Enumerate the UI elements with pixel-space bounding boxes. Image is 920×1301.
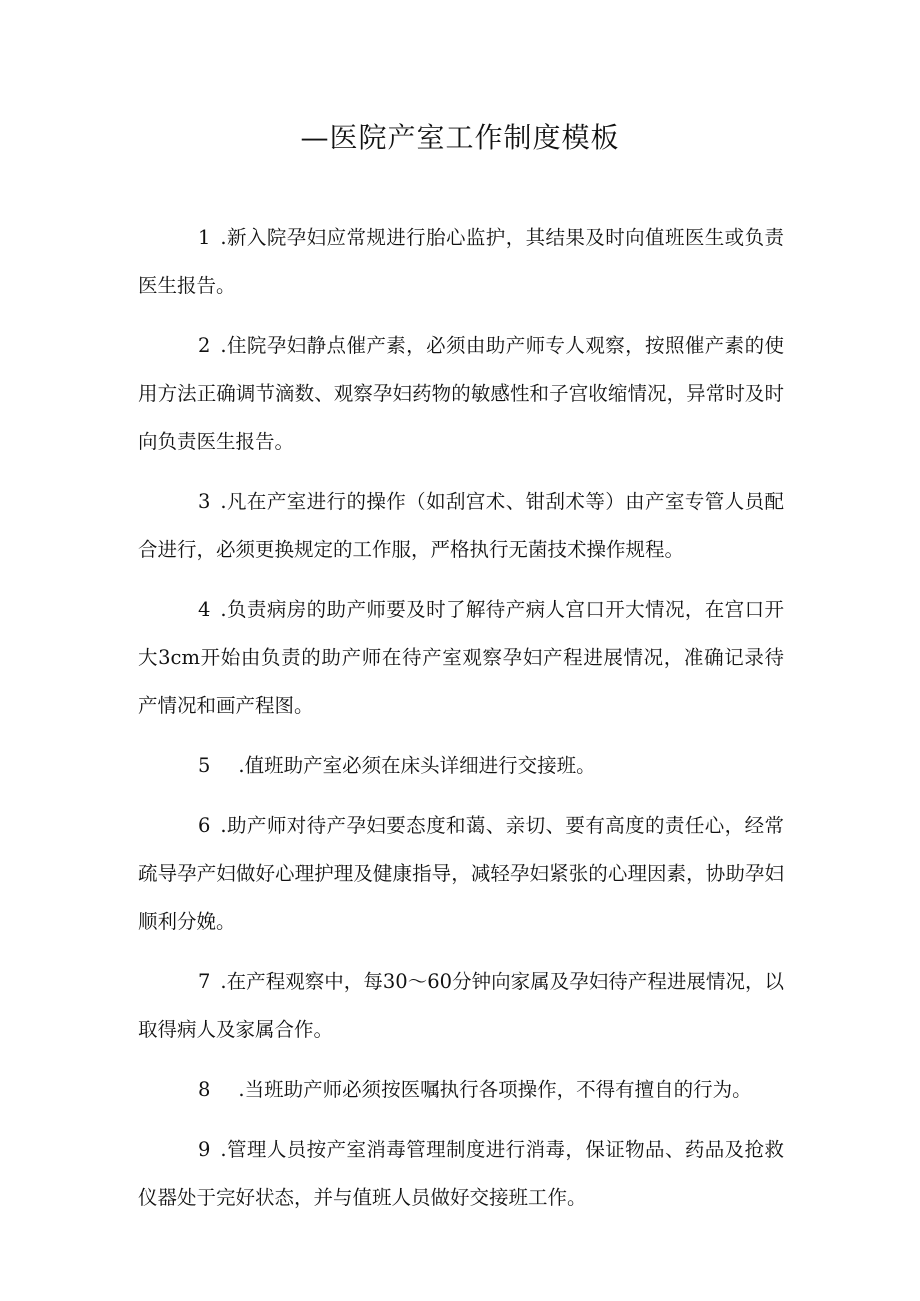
rule-text: .凡在产室进行的操作（如刮宫术、钳刮术等）由产室专管人员配合进行，必须更换规定的工作服，严格执行无菌技术操作规程。 bbox=[138, 490, 784, 561]
rule-number: 7 bbox=[198, 970, 211, 993]
rule-number: 3 bbox=[198, 490, 211, 513]
rule-text: .当班助产师必须按医嘱执行各项操作，不得有擅自的行为。 bbox=[238, 1078, 752, 1101]
document-body bbox=[138, 214, 784, 1234]
rule-number: 8 bbox=[198, 1078, 211, 1101]
rule-number: 4 bbox=[198, 598, 211, 621]
rule-item-8 bbox=[138, 1066, 784, 1114]
rule-number: 9 bbox=[198, 1138, 211, 1161]
rule-text: .在产程观察中，每30～60分钟向家属及孕妇待产程进展情况，以取得病人及家属合作。 bbox=[138, 970, 784, 1041]
rule-item-6 bbox=[138, 802, 784, 946]
rule-item-3 bbox=[138, 478, 784, 574]
rule-item-1 bbox=[138, 214, 784, 310]
rule-item-2 bbox=[138, 322, 784, 466]
rule-text: .助产师对待产孕妇要态度和蔼、亲切、要有高度的责任心，经常疏导孕产妇做好心理护理及健康指导，减轻孕妇紧张的心理因素，协助孕妇顺利分娩。 bbox=[138, 814, 784, 933]
rule-text: .住院孕妇静点催产素，必须由助产师专人观察，按照催产素的使用方法正确调节滴数、观察孕妇药物的敏感性和子宫收缩情况，异常时及时向负责医生报告。 bbox=[138, 334, 784, 453]
rule-number: 1 bbox=[198, 226, 211, 249]
rule-number: 2 bbox=[198, 334, 211, 357]
rule-text: .负责病房的助产师要及时了解待产病人宫口开大情况，在宫口开大3cm开始由负责的助产师在待产室观察孕妇产程进展情况，准确记录待产情况和画产程图。 bbox=[138, 598, 784, 717]
rule-item-4 bbox=[138, 586, 784, 730]
rule-number: 5 bbox=[198, 754, 211, 777]
rule-item-9 bbox=[138, 1126, 784, 1222]
rule-text: .新入院孕妇应常规进行胎心监护，其结果及时向值班医生或负责医生报告。 bbox=[138, 226, 784, 297]
rule-number: 6 bbox=[198, 814, 211, 837]
rule-text: .值班助产室必须在床头详细进行交接班。 bbox=[238, 754, 596, 777]
rule-item-5 bbox=[138, 742, 784, 790]
rule-item-7 bbox=[138, 958, 784, 1054]
document-title: —医院产室工作制度模板 bbox=[300, 121, 620, 154]
rule-text: .管理人员按产室消毒管理制度进行消毒，保证物品、药品及抢救仪器处于完好状态，并与值班人员做好交接班工作。 bbox=[138, 1138, 784, 1209]
